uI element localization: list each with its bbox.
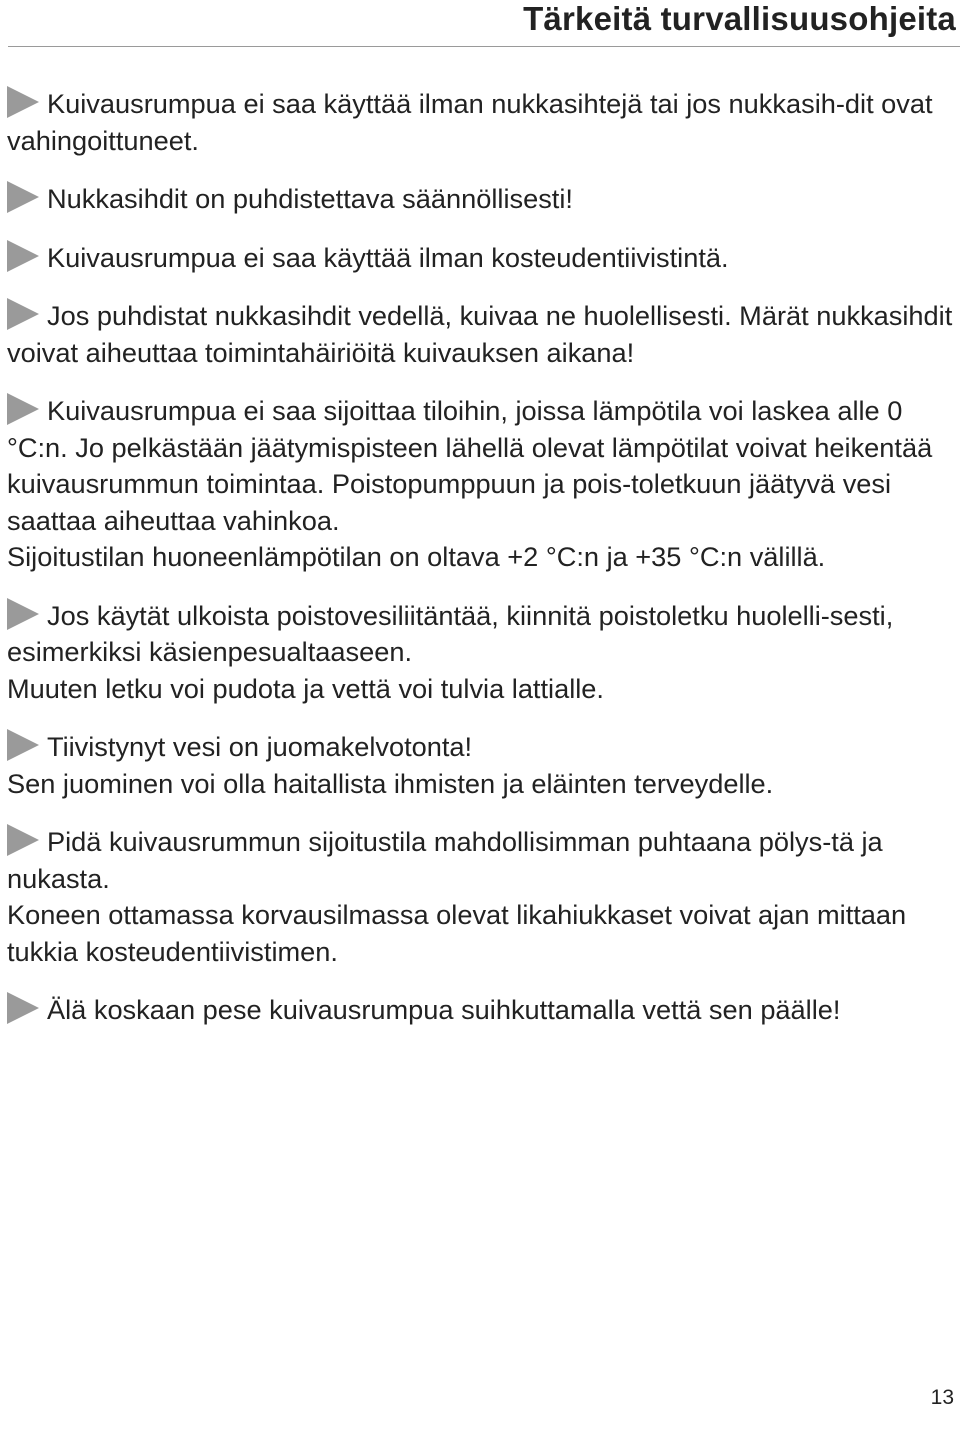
- instruction-text: Pidä kuivausrummun sijoitustila mahdollisimman puhtaana pölys-tä ja nukasta.: [7, 826, 883, 894]
- instruction-text: Nukkasihdit on puhdistettava säännöllisesti!: [47, 183, 573, 214]
- triangle-bullet-icon: [7, 298, 39, 330]
- safety-instructions-list: [7, 86, 955, 1051]
- instruction-note: Sijoitustilan huoneenlämpötilan on oltava +2 °C:n ja +35 °C:n välillä.: [7, 541, 826, 572]
- instruction-text: Tiivistynyt vesi on juomakelvotonta!: [47, 731, 473, 762]
- instruction-item: [7, 824, 955, 970]
- triangle-bullet-icon: [7, 598, 39, 630]
- instruction-text: Kuivausrumpua ei saa sijoittaa tiloihin, joissa lämpötila voi laskea alle 0 °C:n. Jo pelkästään jäätymispisteen lähellä olevat lämpötilat voivat heikentää kuivausrummun toimintaa. Poistopumppuun ja pois-toletkuun jäätyvä vesi saattaa aiheuttaa vahinkoa.: [7, 395, 933, 536]
- page-title: Tärkeitä turvallisuusohjeita: [523, 0, 956, 37]
- triangle-bullet-icon: [7, 393, 39, 425]
- header-divider: [8, 46, 960, 47]
- instruction-text: Jos puhdistat nukkasihdit vedellä, kuivaa ne huolellisesti. Märät nukkasihdit voivat aiheuttaa toimintahäiriöitä kuivauksen aikana!: [7, 300, 953, 368]
- triangle-bullet-icon: [7, 240, 39, 272]
- instruction-note: Koneen ottamassa korvausilmassa olevat likahiukkaset voivat ajan mittaan tukkia kosteudentiivistimen.: [7, 899, 907, 967]
- instruction-text: Kuivausrumpua ei saa käyttää ilman kosteudentiivistintä.: [47, 241, 729, 273]
- triangle-bullet-icon: [7, 992, 39, 1024]
- page-number: 13: [930, 1386, 954, 1409]
- instruction-text: Jos käytät ulkoista poistovesiliitäntää, kiinnitä poistoletku huolelli-sesti, esimerkiksi käsienpesualtaaseen.: [7, 599, 894, 667]
- instruction-item: [7, 729, 955, 802]
- triangle-bullet-icon: [7, 86, 39, 118]
- instruction-text: Kuivausrumpua ei saa käyttää ilman nukkasihtejä tai jos nukkasih-dit ovat vahingoittuneet.: [7, 88, 933, 156]
- instruction-item: [7, 298, 955, 371]
- instruction-text: Älä koskaan pese kuivausrumpua suihkuttamalla vettä sen päälle!: [47, 994, 841, 1025]
- triangle-bullet-icon: [7, 181, 39, 213]
- instruction-item: [7, 598, 955, 708]
- instruction-item: [7, 181, 955, 218]
- instruction-note: Muuten letku voi pudota ja vettä voi tulvia lattialle.: [7, 672, 604, 704]
- instruction-item: [7, 86, 955, 159]
- triangle-bullet-icon: [7, 729, 39, 761]
- instruction-item: [7, 992, 955, 1029]
- instruction-item: [7, 240, 955, 277]
- page-header: [0, 0, 960, 48]
- triangle-bullet-icon: [7, 824, 39, 856]
- instruction-note: Sen juominen voi olla haitallista ihmisten ja eläinten terveydelle.: [7, 767, 774, 799]
- instruction-item: [7, 393, 955, 576]
